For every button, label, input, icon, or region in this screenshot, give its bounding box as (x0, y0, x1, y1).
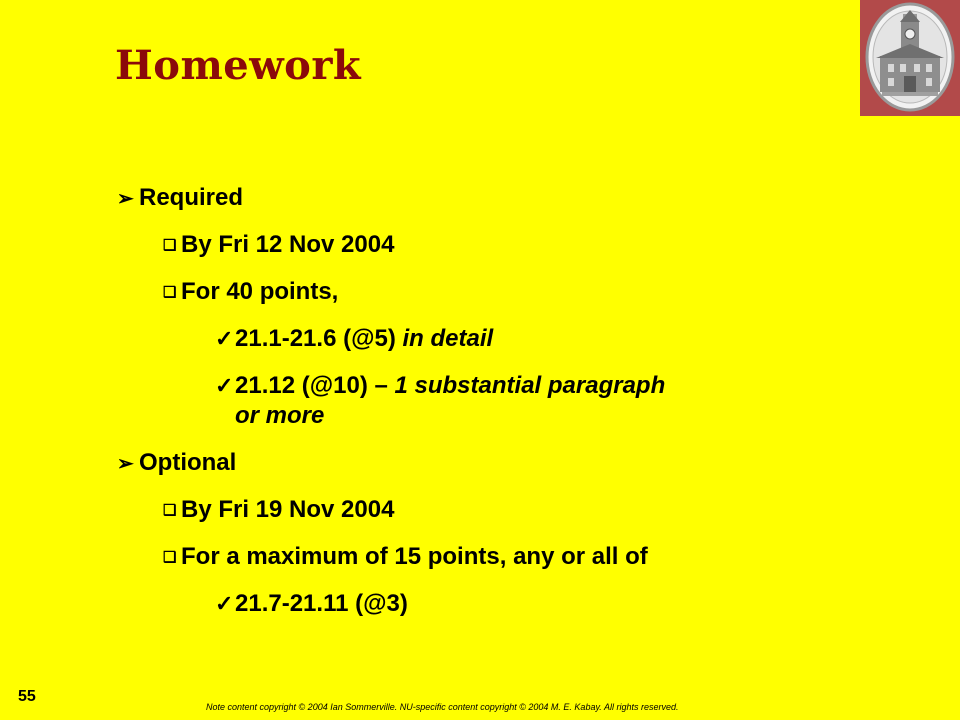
box-bullet-icon: ❑ (163, 237, 177, 254)
slide-title: Homework (115, 42, 362, 89)
list-item: ❑ By Fri 12 Nov 2004 (163, 231, 395, 258)
check-bullet-icon: ✓ (215, 326, 234, 351)
list-item: ❑ For 40 points, (163, 278, 339, 305)
list-item: ✓21.12 (@10) – 1 substantial paragraph (215, 372, 666, 399)
box-bullet-icon: ❑ (163, 502, 177, 519)
box-bullet-icon: ❑ (163, 284, 177, 301)
list-item-continuation: or more (235, 402, 325, 429)
check-bullet-icon: ✓ (215, 591, 234, 616)
list-item: ➢ Optional (117, 449, 237, 476)
check-bullet-icon: ✓ (215, 373, 234, 398)
list-item: ✓21.7-21.11 (@3) (215, 590, 408, 617)
list-item: ❑ For a maximum of 15 points, any or all of (163, 543, 648, 570)
page-number: 55 (18, 688, 36, 705)
list-item: ❑ By Fri 19 Nov 2004 (163, 496, 395, 523)
arrow-bullet-icon: ➢ (117, 188, 134, 210)
box-bullet-icon: ❑ (163, 549, 177, 566)
copyright-footer: Note content copyright © 2004 Ian Sommerville. NU-specific content copyright © 2004 M. E. Kabay. All rights reserved. (206, 702, 679, 712)
list-item: ✓21.1-21.6 (@5) in detail (215, 325, 494, 352)
arrow-bullet-icon: ➢ (117, 453, 134, 475)
list-item: ➢ Required (117, 184, 244, 211)
